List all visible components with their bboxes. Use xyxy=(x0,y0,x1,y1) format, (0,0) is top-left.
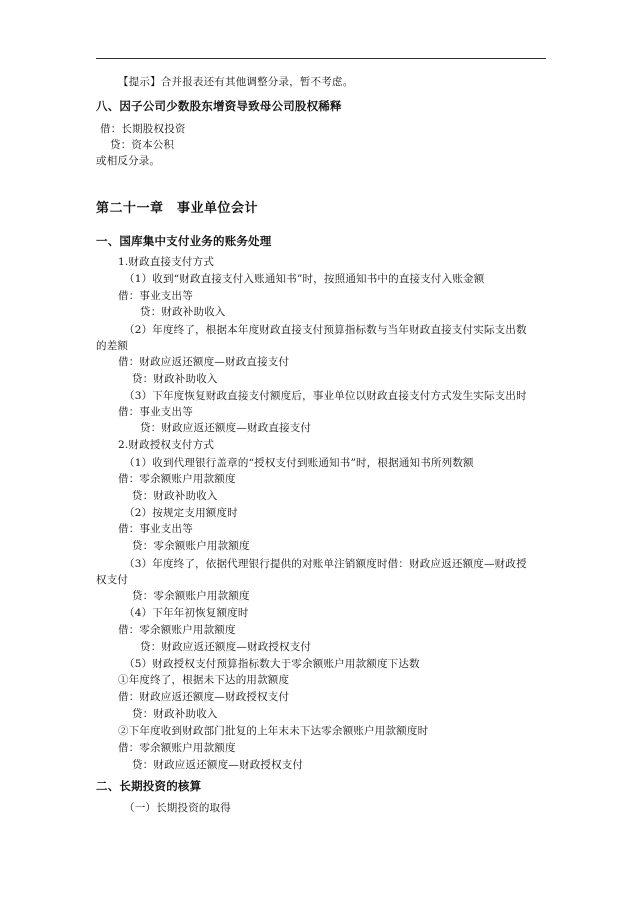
debit-line: 借：财政应返还额度—财政直接支付 xyxy=(118,356,290,368)
section-1-heading: 一、国库集中支付业务的账务处理 xyxy=(96,234,272,248)
paragraph: （2）年度终了，根据本年度财政直接支付预算指标数与当年财政直接支付实际支出数 xyxy=(124,324,527,336)
paragraph: （2）按规定支用额度时 xyxy=(124,507,238,519)
debit-line: 借：零余额账户用款额度 xyxy=(118,624,236,636)
section-8-heading: 八、因子公司少数股东增资导致母公司股权稀释 xyxy=(96,99,342,113)
paragraph: （3）年度终了，依据代理银行提供的对账单注销额度时借：财政应返还额度—财政授 xyxy=(124,558,527,570)
credit-line: 贷：财政应返还额度—财政授权支付 xyxy=(132,759,304,771)
credit-line: 贷：财政应返还额度—财政授权支付 xyxy=(140,641,312,653)
credit-line: 贷：零余额账户用款额度 xyxy=(132,590,250,602)
debit-line: 借：事业支出等 xyxy=(118,406,193,418)
credit-line: 贷：资本公积 xyxy=(110,139,175,151)
credit-line: 贷：财政补助收入 xyxy=(140,306,226,318)
paragraph: ②下年度收到财政部门批复的上年末未下达零余额账户用款额度时 xyxy=(118,725,429,737)
credit-line: 贷：财政补助收入 xyxy=(132,708,218,720)
credit-line: 贷：财政补助收入 xyxy=(132,373,218,385)
paragraph: （4）下年年初恢复额度时 xyxy=(124,607,249,619)
hint-text: 【提示】合并报表还有其他调整分录，暂不考虑。 xyxy=(118,76,354,88)
paragraph: （1）收到代理银行盖章的“授权支付到账通知书”时，根据通知书所列数额 xyxy=(124,457,474,469)
paragraph-continuation: 的差额 xyxy=(96,340,129,352)
section-2-heading: 二、长期投资的核算 xyxy=(96,779,202,793)
debit-line: 借：财政应返还额度—财政授权支付 xyxy=(118,691,290,703)
debit-line: 借：零余额账户用款额度 xyxy=(118,742,236,754)
header-rule xyxy=(96,58,546,59)
paragraph-continuation: 权支付 xyxy=(96,574,129,586)
subsection-title: 2.财政授权支付方式 xyxy=(118,439,215,451)
debit-line: 借：事业支出等 xyxy=(118,523,193,535)
credit-line: 贷：财政补助收入 xyxy=(132,490,218,502)
paragraph: （1）收到“财政直接支付入账通知书”时，按照通知书中的直接支付入账金额 xyxy=(124,273,485,285)
chapter-title: 第二十一章 事业单位会计 xyxy=(96,201,259,216)
debit-line: 借：长期股权投资 xyxy=(100,123,186,135)
paragraph: （3）下年度恢复财政直接支付额度后，事业单位以财政直接支付方式发生实际支出时 xyxy=(124,390,527,402)
credit-line: 贷：财政应返还额度—财政直接支付 xyxy=(140,422,312,434)
subsection-title: 1.财政直接支付方式 xyxy=(118,256,215,268)
subsection-title: （一）长期投资的取得 xyxy=(124,802,231,814)
paragraph: ①年度终了，根据未下达的用款额度 xyxy=(118,674,290,686)
paragraph: （5）财政授权支付预算指标数大于零余额账户用款额度下达数 xyxy=(124,658,420,670)
debit-line: 借：事业支出等 xyxy=(118,290,193,302)
debit-line: 借：零余额账户用款额度 xyxy=(118,473,236,485)
reverse-entry-note: 或相反分录。 xyxy=(96,155,161,167)
credit-line: 贷：零余额账户用款额度 xyxy=(132,540,250,552)
